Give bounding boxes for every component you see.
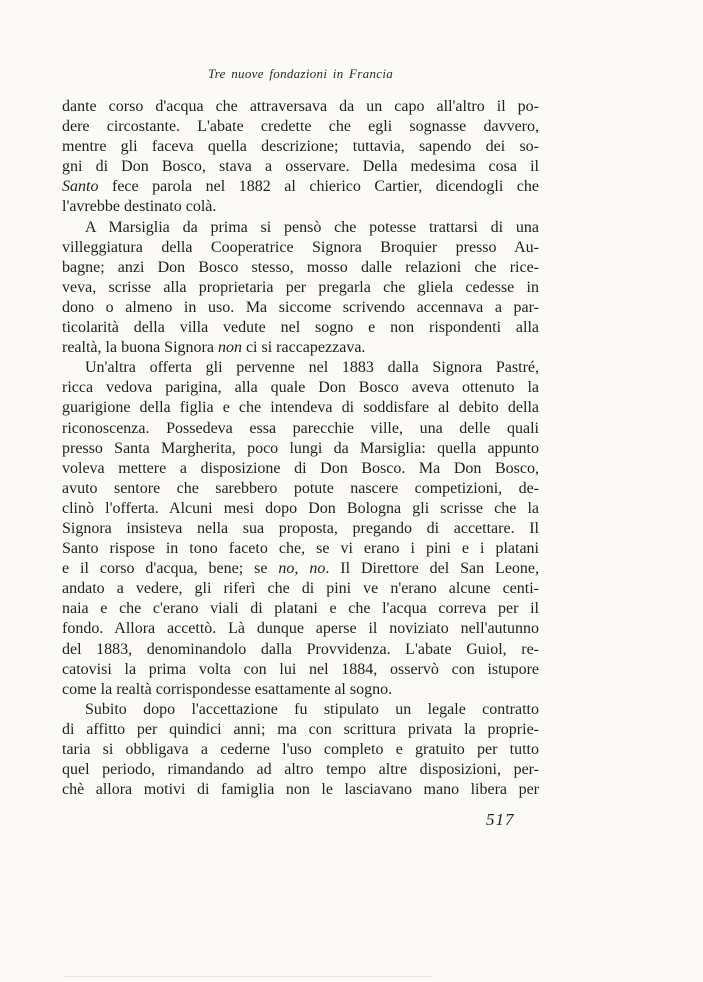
body-text: fece parola nel 1882 al chierico Cartier, dicendogli che <box>98 178 539 196</box>
text-line <box>62 398 539 418</box>
body-text: fondo. Allora accettò. Là dunque aperse il noviziato nell'autunno <box>62 620 539 638</box>
text-line <box>62 117 539 137</box>
text-line <box>62 278 539 298</box>
body-text: del 1883, denominandolo dalla Provvidenza. L'abate Guiol, re- <box>62 640 539 658</box>
body-text: andato a vedere, gli riferì che di pini ve n'erano alcune centi- <box>62 580 539 598</box>
body-text: naia e che c'erano viali di platani e che l'acqua correva per il <box>62 600 539 618</box>
body-text: . Il Direttore del San Leone, <box>325 560 539 578</box>
body-text: ci si raccapezzava. <box>241 339 366 357</box>
text-line <box>62 218 539 238</box>
text-line <box>62 97 539 117</box>
body-text: taria si obbligava a cederne l'uso completo e gratuito per tutto <box>62 741 539 758</box>
text-line <box>62 378 539 398</box>
text-line <box>62 519 539 539</box>
text-line <box>62 619 539 639</box>
text-line <box>62 439 539 459</box>
text-line <box>62 680 539 700</box>
text-line <box>62 258 539 278</box>
body-text: dono o almeno in uso. Ma siccome scrivendo accennava a par- <box>62 298 539 316</box>
text-line <box>62 559 539 579</box>
body-text: di affitto per quindici anni; ma con scrittura privata la proprie- <box>62 720 539 738</box>
italic-text: Santo <box>62 178 99 196</box>
body-text: e il corso d'acqua, bene; se <box>62 560 279 578</box>
text-line <box>62 197 539 217</box>
text-line <box>62 318 539 338</box>
italic-text: no, no <box>278 560 326 578</box>
running-header: Tre nuove fondazioni in Francia <box>207 66 394 81</box>
text-line <box>62 499 539 519</box>
body-text: Subito dopo l'accettazione fu stipulato un legale contratto <box>85 700 539 718</box>
body-text: dere circostante. L'abate credette che egli sognasse davvero, <box>62 118 539 136</box>
text-line <box>62 358 539 378</box>
body-text: villeggiatura della Cooperatrice Signora Broquier presso Au- <box>62 238 539 256</box>
body-text: l'avrebbe destinato colà. <box>62 198 217 216</box>
body-text: Santo rispose in tono faceto che, se vi erano i pini e i platani <box>62 540 539 558</box>
text-line <box>62 338 539 358</box>
body-text: chè allora motivi di famiglia non le lasciavano mano libera per <box>62 781 539 799</box>
scan-edge-artifact <box>64 976 432 977</box>
text-line <box>62 760 539 780</box>
body-text: riconoscenza. Possedeva essa parecchie ville, una delle quali <box>62 419 539 437</box>
text-line <box>62 298 539 318</box>
body-text: ricca vedova parigina, alla quale Don Bosco aveva ottenuto la <box>62 379 539 397</box>
text-line <box>62 238 539 258</box>
body-text: veva, scrisse alla proprietaria per pregarla che gliela cedesse in <box>62 278 539 296</box>
text-line <box>62 137 539 157</box>
body-text: ticolarità della villa vedute nel sogno e non rispondenti alla <box>62 319 539 337</box>
text-line <box>62 579 539 599</box>
body-text: Un'altra offerta gli pervenne nel 1883 dalla Signora Pastré, <box>85 359 539 377</box>
text-line <box>62 177 539 197</box>
body-text: voleva mettere a disposizione di Don Bosco. Ma Don Bosco, <box>62 459 539 477</box>
body-text: bagne; anzi Don Bosco stesso, mosso dalle relazioni che rice- <box>62 258 539 276</box>
body-text: gni di Don Bosco, stava a osservare. Della medesima cosa il <box>62 158 539 176</box>
page-number: 517 <box>486 810 515 829</box>
body-text: come la realtà corrispondesse esattamente al sogno. <box>62 680 393 698</box>
text-line <box>62 157 539 177</box>
italic-text: non <box>217 339 242 357</box>
body-text: mentre gli faceva quella descrizione; tuttavia, sapendo dei so- <box>62 138 539 156</box>
body-text: presso Santa Margherita, poco lungi da Marsiglia: quella appunto <box>62 439 539 457</box>
text-line <box>62 660 539 680</box>
body-text: avuto sentore che sarebbero potute nascere competizioni, de- <box>62 479 539 497</box>
text-line <box>62 479 539 499</box>
text-line <box>62 539 539 559</box>
body-text: guarigione della figlia e che intendeva di soddisfare al debito della <box>62 399 539 417</box>
body-text: Signora insisteva nella sua proposta, pregando di accettare. Il <box>62 519 539 537</box>
page-body <box>62 97 539 800</box>
text-line <box>62 599 539 619</box>
text-line <box>62 419 539 439</box>
text-line <box>62 740 539 760</box>
text-line <box>62 780 539 800</box>
body-text: catovisi la prima volta con lui nel 1884, osservò con istupore <box>62 660 539 678</box>
body-text: A Marsiglia da prima si pensò che potesse trattarsi di una <box>85 218 539 236</box>
body-text: clinò l'offerta. Alcuni mesi dopo Don Bologna gli scrisse che la <box>62 499 539 517</box>
body-text: realtà, la buona Signora <box>62 339 218 357</box>
body-text: quel periodo, rimandando ad altro tempo altre disposizioni, per- <box>62 761 539 779</box>
text-line <box>62 640 539 660</box>
text-line <box>62 720 539 740</box>
body-text: dante corso d'acqua che attraversava da un capo all'altro il po- <box>62 98 539 115</box>
text-line <box>62 700 539 720</box>
text-line <box>62 459 539 479</box>
